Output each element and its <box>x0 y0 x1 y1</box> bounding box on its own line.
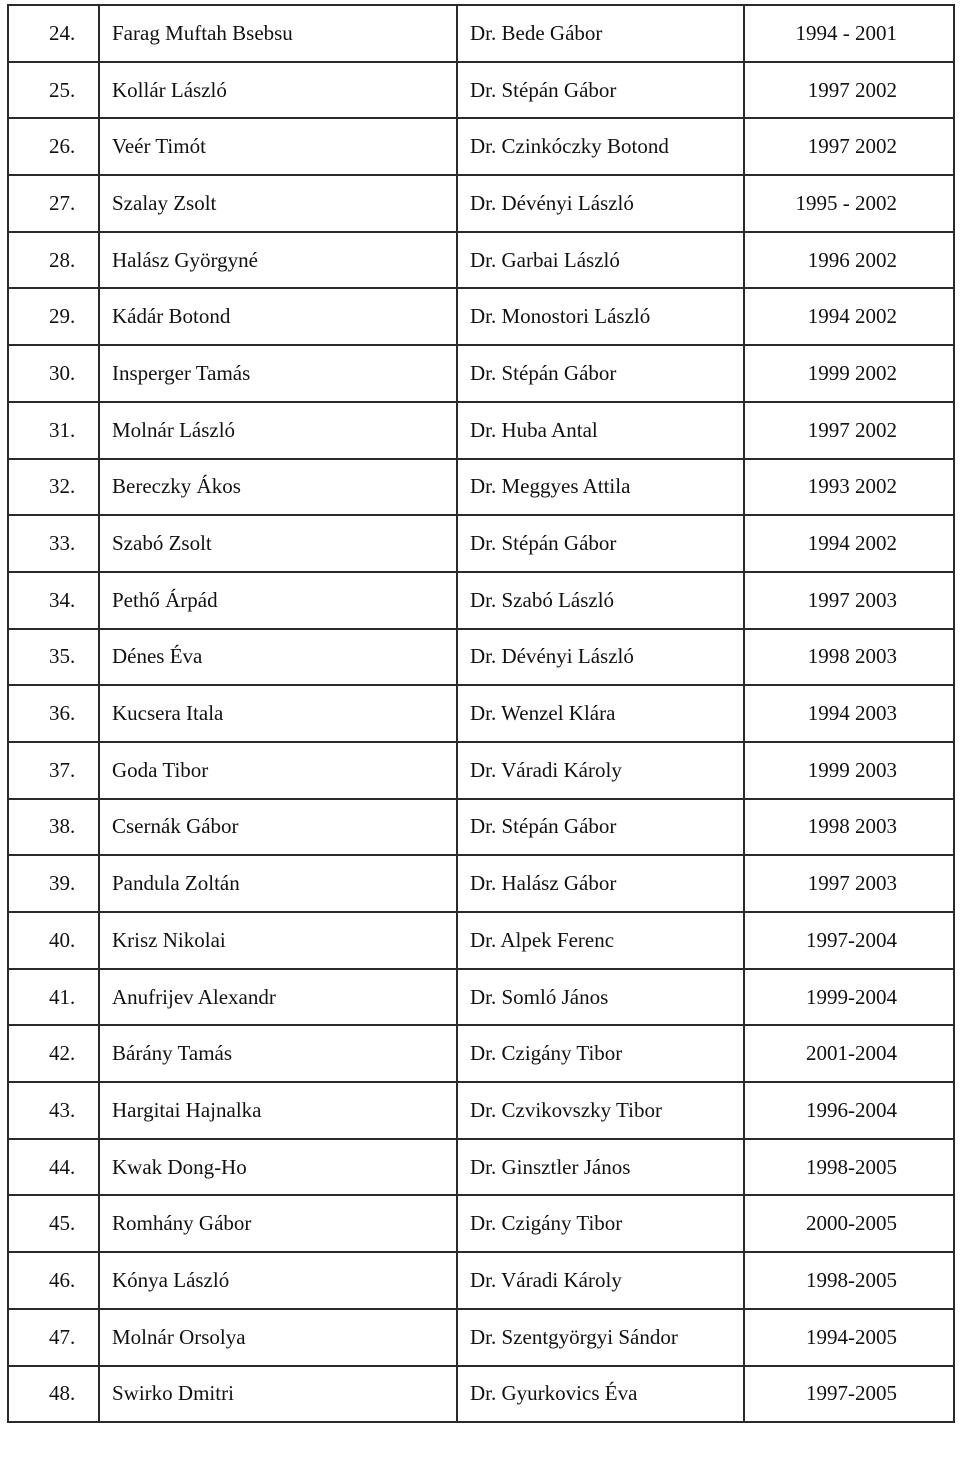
advisor-name: Dr. Váradi Károly <box>457 742 744 799</box>
advisor-name: Dr. Ginsztler János <box>457 1139 744 1196</box>
years-range: 1997-2004 <box>744 912 954 969</box>
advisor-name: Dr. Czigány Tibor <box>457 1195 744 1252</box>
years-range: 1994 2003 <box>744 685 954 742</box>
row-number: 46. <box>8 1252 99 1309</box>
student-name: Veér Timót <box>99 118 457 175</box>
student-name: Bárány Tamás <box>99 1025 457 1082</box>
student-name: Pandula Zoltán <box>99 855 457 912</box>
row-number: 48. <box>8 1366 99 1423</box>
advisor-name: Dr. Stépán Gábor <box>457 515 744 572</box>
student-name: Dénes Éva <box>99 629 457 686</box>
row-number: 44. <box>8 1139 99 1196</box>
table-row <box>8 1025 954 1082</box>
advisor-name: Dr. Alpek Ferenc <box>457 912 744 969</box>
row-number: 38. <box>8 799 99 856</box>
student-name: Hargitai Hajnalka <box>99 1082 457 1139</box>
years-range: 1999-2004 <box>744 969 954 1026</box>
table-row <box>8 629 954 686</box>
table-row <box>8 1139 954 1196</box>
advisor-name: Dr. Gyurkovics Éva <box>457 1366 744 1423</box>
table-row <box>8 1309 954 1366</box>
advisor-name: Dr. Váradi Károly <box>457 1252 744 1309</box>
student-name: Kucsera Itala <box>99 685 457 742</box>
table-row <box>8 62 954 119</box>
table-row <box>8 232 954 289</box>
advisor-name: Dr. Czigány Tibor <box>457 1025 744 1082</box>
row-number: 32. <box>8 459 99 516</box>
row-number: 30. <box>8 345 99 402</box>
years-range: 1999 2003 <box>744 742 954 799</box>
table-row <box>8 572 954 629</box>
student-name: Kollár László <box>99 62 457 119</box>
row-number: 34. <box>8 572 99 629</box>
years-range: 2001-2004 <box>744 1025 954 1082</box>
row-number: 45. <box>8 1195 99 1252</box>
table-row <box>8 402 954 459</box>
table-row <box>8 855 954 912</box>
student-name: Csernák Gábor <box>99 799 457 856</box>
student-name: Szalay Zsolt <box>99 175 457 232</box>
years-range: 1997 2002 <box>744 402 954 459</box>
student-name: Molnár László <box>99 402 457 459</box>
student-name: Kwak Dong-Ho <box>99 1139 457 1196</box>
table-row <box>8 1252 954 1309</box>
advisor-name: Dr. Halász Gábor <box>457 855 744 912</box>
student-name: Anufrijev Alexandr <box>99 969 457 1026</box>
row-number: 25. <box>8 62 99 119</box>
table-row <box>8 515 954 572</box>
years-range: 1994-2005 <box>744 1309 954 1366</box>
student-name: Romhány Gábor <box>99 1195 457 1252</box>
advisor-name: Dr. Huba Antal <box>457 402 744 459</box>
table-body <box>8 5 954 1422</box>
advisor-name: Dr. Stépán Gábor <box>457 799 744 856</box>
years-range: 1997 2003 <box>744 855 954 912</box>
table-row <box>8 118 954 175</box>
advisor-name: Dr. Szabó László <box>457 572 744 629</box>
table-row <box>8 459 954 516</box>
row-number: 24. <box>8 5 99 62</box>
student-name: Halász Györgyné <box>99 232 457 289</box>
row-number: 28. <box>8 232 99 289</box>
years-range: 1997 2002 <box>744 62 954 119</box>
years-range: 1997-2005 <box>744 1366 954 1423</box>
years-range: 2000-2005 <box>744 1195 954 1252</box>
row-number: 37. <box>8 742 99 799</box>
advisor-name: Dr. Monostori László <box>457 288 744 345</box>
row-number: 26. <box>8 118 99 175</box>
table-row <box>8 912 954 969</box>
row-number: 36. <box>8 685 99 742</box>
row-number: 27. <box>8 175 99 232</box>
students-table <box>7 4 955 1423</box>
years-range: 1999 2002 <box>744 345 954 402</box>
row-number: 35. <box>8 629 99 686</box>
row-number: 43. <box>8 1082 99 1139</box>
advisor-name: Dr. Dévényi László <box>457 629 744 686</box>
table-row <box>8 799 954 856</box>
table-row <box>8 742 954 799</box>
row-number: 33. <box>8 515 99 572</box>
row-number: 42. <box>8 1025 99 1082</box>
advisor-name: Dr. Szentgyörgyi Sándor <box>457 1309 744 1366</box>
row-number: 39. <box>8 855 99 912</box>
table-row <box>8 685 954 742</box>
table-row <box>8 288 954 345</box>
advisor-name: Dr. Stépán Gábor <box>457 345 744 402</box>
table-row <box>8 345 954 402</box>
table-row <box>8 175 954 232</box>
years-range: 1998-2005 <box>744 1252 954 1309</box>
student-name: Farag Muftah Bsebsu <box>99 5 457 62</box>
years-range: 1997 2002 <box>744 118 954 175</box>
years-range: 1996 2002 <box>744 232 954 289</box>
student-name: Bereczky Ákos <box>99 459 457 516</box>
advisor-name: Dr. Somló János <box>457 969 744 1026</box>
student-name: Szabó Zsolt <box>99 515 457 572</box>
student-name: Swirko Dmitri <box>99 1366 457 1423</box>
years-range: 1998 2003 <box>744 629 954 686</box>
years-range: 1994 2002 <box>744 515 954 572</box>
years-range: 1994 2002 <box>744 288 954 345</box>
advisor-name: Dr. Wenzel Klára <box>457 685 744 742</box>
row-number: 47. <box>8 1309 99 1366</box>
row-number: 41. <box>8 969 99 1026</box>
advisor-name: Dr. Garbai László <box>457 232 744 289</box>
advisor-name: Dr. Stépán Gábor <box>457 62 744 119</box>
years-range: 1997 2003 <box>744 572 954 629</box>
student-name: Pethő Árpád <box>99 572 457 629</box>
student-name: Krisz Nikolai <box>99 912 457 969</box>
student-name: Kónya László <box>99 1252 457 1309</box>
advisor-name: Dr. Meggyes Attila <box>457 459 744 516</box>
years-range: 1998-2005 <box>744 1139 954 1196</box>
student-name: Insperger Tamás <box>99 345 457 402</box>
table-row <box>8 1082 954 1139</box>
years-range: 1998 2003 <box>744 799 954 856</box>
student-name: Molnár Orsolya <box>99 1309 457 1366</box>
advisor-name: Dr. Czinkóczky Botond <box>457 118 744 175</box>
table-row <box>8 1195 954 1252</box>
row-number: 31. <box>8 402 99 459</box>
student-name: Goda Tibor <box>99 742 457 799</box>
table-row <box>8 1366 954 1423</box>
advisor-name: Dr. Czvikovszky Tibor <box>457 1082 744 1139</box>
years-range: 1995 - 2002 <box>744 175 954 232</box>
row-number: 29. <box>8 288 99 345</box>
row-number: 40. <box>8 912 99 969</box>
table-row <box>8 5 954 62</box>
table-row <box>8 969 954 1026</box>
years-range: 1996-2004 <box>744 1082 954 1139</box>
advisor-name: Dr. Bede Gábor <box>457 5 744 62</box>
years-range: 1994 - 2001 <box>744 5 954 62</box>
advisor-name: Dr. Dévényi László <box>457 175 744 232</box>
years-range: 1993 2002 <box>744 459 954 516</box>
student-name: Kádár Botond <box>99 288 457 345</box>
